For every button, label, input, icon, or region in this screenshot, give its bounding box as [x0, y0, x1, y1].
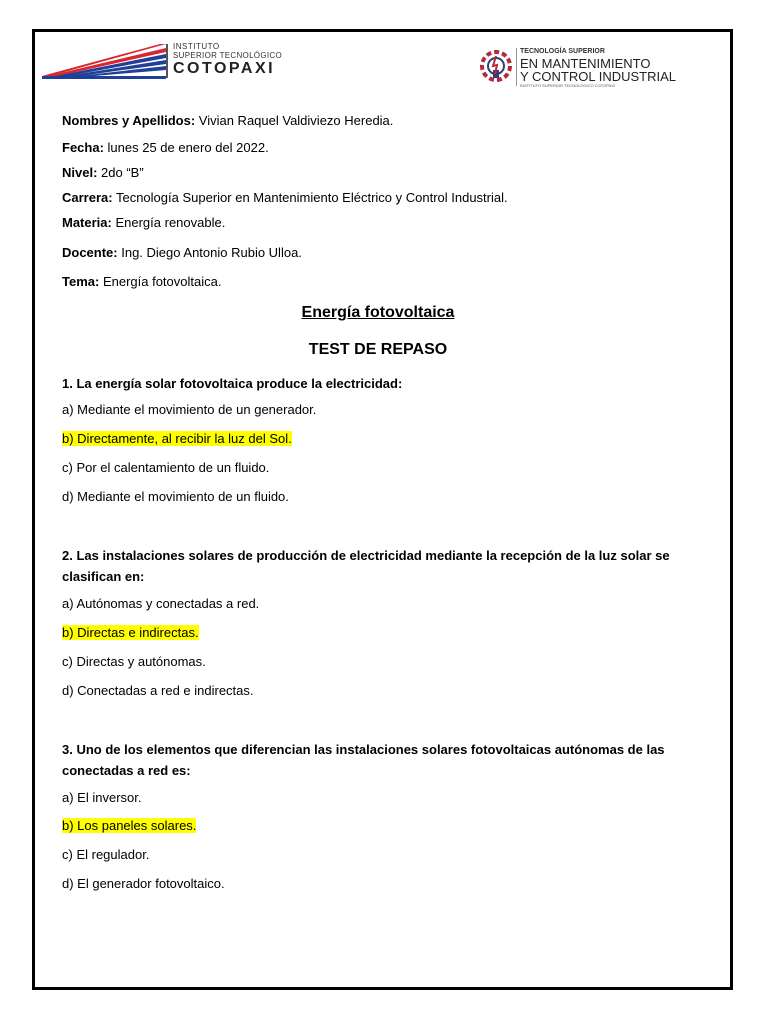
question-3: 3. Uno de los elementos que diferencian las instalaciones solares fotovoltaicas autónomas de las conectadas a red es:: [62, 742, 665, 778]
answer-highlight: b) Directamente, al recibir la luz del Sol.: [62, 431, 292, 446]
right-logo-line4: INSTITUTO SUPERIOR TECNOLÓGICO COTOPAXI: [520, 83, 616, 88]
logo-line1: INSTITUTO: [173, 42, 220, 51]
q2-option-d: d) Conectadas a red e indirectas.: [62, 683, 254, 698]
page-title: Energía fotovoltaica: [301, 304, 455, 321]
info-nivel: Nivel: 2do “B”: [62, 165, 144, 180]
info-carrera: Carrera: Tecnología Superior en Mantenimiento Eléctrico y Control Industrial.: [62, 190, 508, 205]
q3-option-d: d) El generador fotovoltaico.: [62, 876, 225, 891]
q1-option-a: a) Mediante el movimiento de un generador.: [62, 402, 317, 417]
mantenimiento-logo: [478, 46, 688, 94]
info-docente: Docente: Ing. Diego Antonio Rubio Ulloa.: [62, 245, 302, 260]
info-nombres: Nombres y Apellidos: Vivian Raquel Valdiviezo Heredia.: [62, 113, 394, 128]
q2-option-b-answer: [62, 625, 199, 640]
right-logo-line3: Y CONTROL INDUSTRIAL: [520, 69, 677, 84]
q3-option-c: c) El regulador.: [62, 847, 150, 862]
right-logo-line1: TECNOLOGÍA SUPERIOR: [520, 48, 605, 55]
q3-option-a: a) El inversor.: [62, 790, 142, 805]
q1-option-b-answer: [62, 431, 292, 446]
info-tema: Tema: Energía fotovoltaica.: [62, 274, 222, 289]
logo-divider-right: [516, 48, 517, 86]
gear-bulb-icon: [478, 46, 514, 86]
question-1: 1. La energía solar fotovoltaica produce la electricidad:: [62, 376, 403, 391]
q1-option-d: d) Mediante el movimiento de un fluido.: [62, 489, 289, 504]
q3-option-b-answer: [62, 818, 196, 833]
question-2: 2. Las instalaciones solares de producción de electricidad mediante la recepción de la luz solar se clasifican en:: [62, 548, 670, 584]
cotopaxi-stripes-icon: [42, 42, 172, 82]
info-materia: Materia: Energía renovable.: [62, 215, 226, 230]
answer-highlight: b) Los paneles solares.: [62, 818, 197, 833]
q2-option-a: a) Autónomas y conectadas a red.: [62, 596, 260, 611]
logo-line2: SUPERIOR TECNOLÓGICO: [173, 51, 282, 60]
logo-divider: [166, 44, 168, 78]
answer-highlight: b) Directas e indirectas.: [62, 625, 199, 640]
info-fecha: Fecha: lunes 25 de enero del 2022.: [62, 140, 269, 155]
q1-option-c: c) Por el calentamiento de un fluido.: [62, 460, 270, 475]
page-subtitle: TEST DE REPASO: [308, 341, 448, 358]
q2-option-c: c) Directas y autónomas.: [62, 654, 206, 669]
logo-line3: COTOPAXI: [173, 60, 276, 77]
right-logo-line2: EN MANTENIMIENTO: [520, 56, 651, 71]
cotopaxi-logo: [42, 42, 302, 82]
